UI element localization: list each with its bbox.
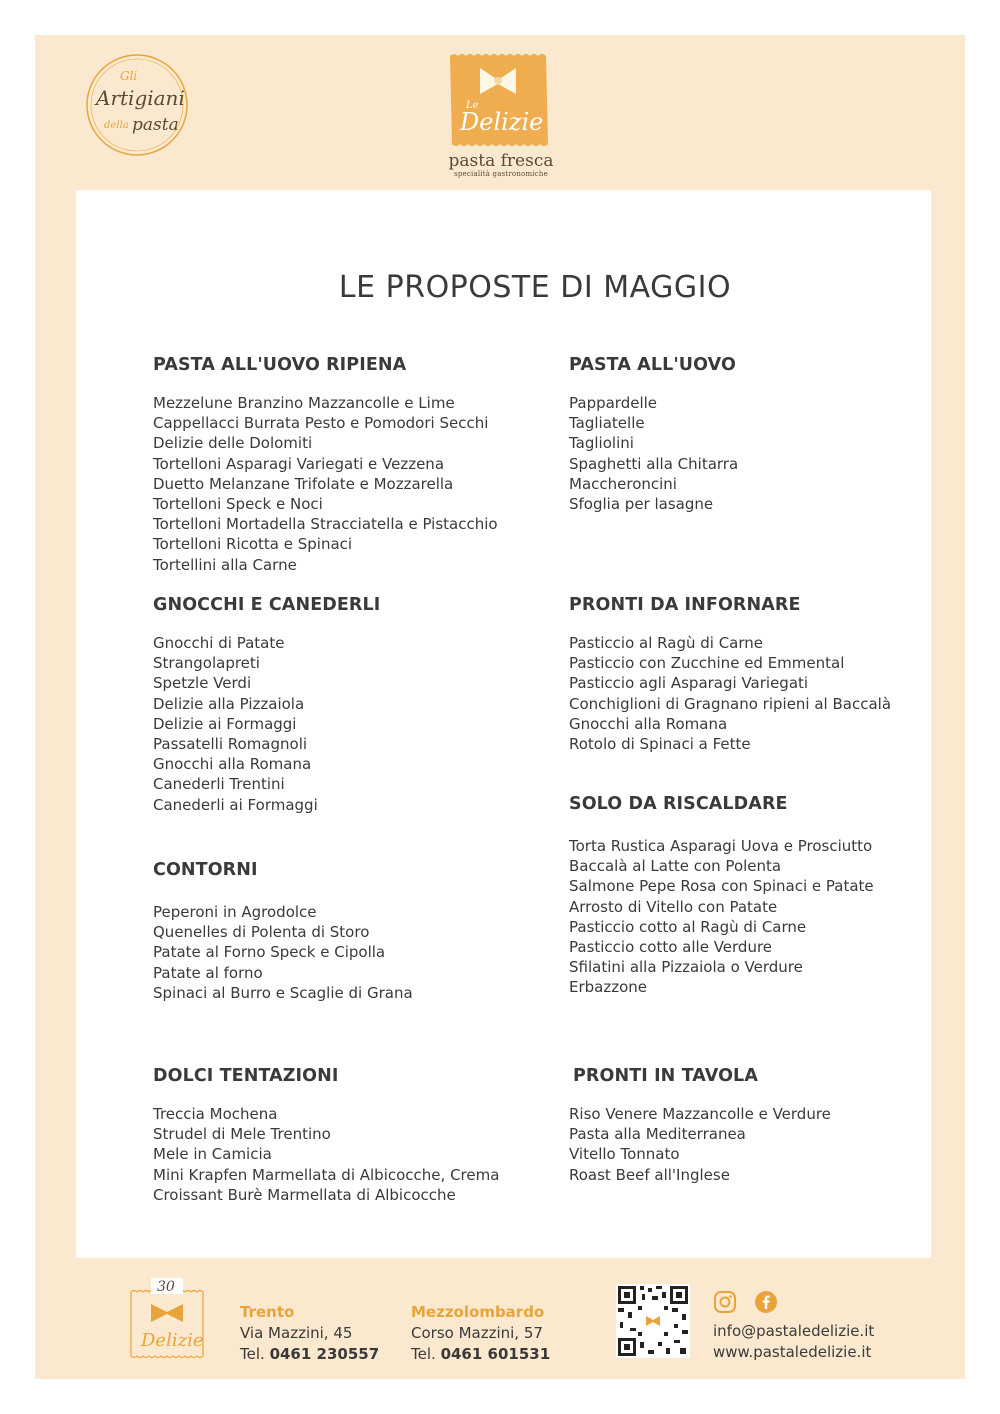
section-pasta-ripiena [153, 355, 498, 575]
menu-item: Pasticcio cotto al Ragù di Carne [569, 917, 807, 936]
phone-number: 0461 601531 [440, 1345, 551, 1363]
menu-item: Gnocchi alla Romana [153, 755, 312, 774]
menu-item: Duetto Melanzane Trifolate e Mozzarella [153, 474, 454, 493]
menu-item: Canederli ai Formaggi [153, 795, 318, 814]
facebook-icon[interactable] [754, 1290, 778, 1318]
menu-item: Delizie delle Dolomiti [153, 434, 313, 453]
shop-street: Via Mazzini, 45 [240, 1324, 353, 1342]
menu-item: Gnocchi di Patate [153, 634, 285, 652]
tagline-main: pasta fresca [448, 151, 554, 171]
menu-item: Quenelles di Polenta di Storo [153, 923, 370, 942]
item-list [569, 1104, 831, 1185]
item-list [153, 393, 498, 575]
menu-item: Erbazzone [569, 978, 648, 997]
section-contorni [153, 860, 413, 1003]
section-solo-riscaldare [569, 794, 874, 998]
le-delizie-logo [446, 50, 552, 150]
section-heading: PASTA ALL'UOVO RIPIENA [153, 355, 407, 375]
website-link[interactable]: www.pastaledelizie.it [713, 1343, 872, 1361]
svg-text:della: della [104, 120, 129, 131]
section-pronti-infornare [569, 595, 891, 754]
menu-item: Sfilatini alla Pizzaiola o Verdure [569, 958, 803, 977]
menu-item: Arrosto di Vitello con Patate [569, 897, 778, 916]
menu-item: Tagliolini [569, 434, 634, 453]
menu-item: Pappardelle [569, 394, 658, 412]
menu-item: Croissant Burè Marmellata di Albicocche [153, 1185, 456, 1204]
tagline-sub: specialità gastronomiche [454, 170, 548, 178]
item-list [569, 393, 738, 514]
shop-trento [240, 1302, 379, 1365]
menu-item: Tortelloni Ricotta e Spinaci [153, 535, 353, 554]
phone-label: Tel. [240, 1345, 265, 1363]
section-heading: PASTA ALL'UOVO [569, 355, 736, 375]
item-list [153, 633, 380, 815]
menu-item: Tortellini alla Carne [153, 555, 297, 574]
menu-item: Mini Krapfen Marmellata di Albicocche, Crema [153, 1165, 500, 1184]
menu-item: Canederli Trentini [153, 775, 285, 794]
menu-item: Tagliatelle [569, 414, 645, 433]
menu-item: Pasticcio cotto alle Verdure [569, 938, 773, 957]
menu-item: Treccia Mochena [153, 1105, 278, 1123]
menu-item: Patate al forno [153, 963, 263, 982]
menu-item: Salmone Pepe Rosa con Spinaci e Patate [569, 877, 874, 896]
menu-item: Baccalà al Latte con Polenta [569, 857, 782, 876]
contacts [713, 1321, 874, 1363]
menu-item: Pasticcio agli Asparagi Variegati [569, 674, 809, 693]
menu-item: Roast Beef all'Inglese [569, 1165, 730, 1184]
section-heading: CONTORNI [153, 860, 258, 880]
menu-item: Sfoglia per lasagne [569, 495, 714, 514]
menu-item: Conchiglioni di Gragnano ripieni al Baccalà [569, 694, 892, 713]
anniversary-logo [127, 1278, 207, 1360]
instagram-icon[interactable] [713, 1290, 737, 1318]
shop-street: Corso Mazzini, 57 [411, 1324, 543, 1342]
menu-item: Cappellacci Burrata Pesto e Pomodori Secchi [153, 414, 489, 433]
section-heading: GNOCCHI E CANEDERLI [153, 595, 381, 615]
item-list [153, 902, 413, 1003]
section-dolci-tentazioni [153, 1066, 499, 1205]
svg-text:Delizie: Delizie [460, 108, 544, 136]
menu-item: Strangolapreti [153, 654, 260, 673]
menu-item: Tortelloni Asparagi Variegati e Vezzena [153, 454, 445, 473]
menu-item: Patate al Forno Speck e Cipolla [153, 943, 386, 962]
section-heading: DOLCI TENTAZIONI [153, 1066, 339, 1086]
menu-item: Torta Rustica Asparagi Uova e Prosciutto [569, 837, 873, 855]
section-pasta-uovo [569, 355, 738, 514]
phone-number: 0461 230557 [269, 1345, 380, 1363]
menu-item: Pasticcio con Zucchine ed Emmental [569, 654, 845, 673]
menu-item: Spetzle Verdi [153, 674, 252, 693]
artigiani-badge-logo [82, 50, 192, 160]
section-heading: PRONTI IN TAVOLA [573, 1066, 758, 1086]
section-pronti-tavola [569, 1066, 831, 1185]
item-list [153, 1104, 499, 1205]
brand-tagline [436, 152, 566, 179]
menu-item: Pasticcio al Ragù di Carne [569, 634, 764, 652]
menu-item: Mezzelune Branzino Mazzancolle e Lime [153, 394, 455, 412]
shop-city: Mezzolombardo [411, 1303, 545, 1321]
menu-item: Strudel di Mele Trentino [153, 1125, 331, 1144]
menu-item: Peperoni in Agrodolce [153, 903, 317, 921]
shop-city: Trento [240, 1303, 295, 1321]
menu-item: Spinaci al Burro e Scaglie di Grana [153, 983, 413, 1002]
menu-item: Delizie alla Pizzaiola [153, 694, 305, 713]
item-list [569, 836, 874, 998]
svg-text:Artigiani: Artigiani [96, 86, 185, 110]
menu-item: Maccheroncini [569, 474, 677, 493]
shop-mezzolombardo [411, 1302, 550, 1365]
menu-item: Rotolo di Spinaci a Fette [569, 735, 751, 754]
section-heading: PRONTI DA INFORNARE [569, 595, 801, 615]
menu-item: Spaghetti alla Chitarra [569, 454, 739, 473]
phone-label: Tel. [411, 1345, 436, 1363]
menu-item: Mele in Camicia [153, 1145, 272, 1164]
menu-item: Pasta alla Mediterranea [569, 1125, 746, 1144]
shop-phone [411, 1344, 550, 1365]
social-icons [713, 1290, 790, 1318]
qr-code[interactable] [616, 1284, 690, 1358]
svg-text:Gli: Gli [120, 69, 138, 83]
anniversary-number: 30 [157, 1279, 175, 1295]
email-link[interactable]: info@pastaledelizie.it [713, 1322, 875, 1340]
menu-item: Tortelloni Speck e Noci [153, 495, 323, 514]
section-heading: SOLO DA RISCALDARE [569, 794, 788, 814]
menu-item: Tortelloni Mortadella Stracciatella e Pistacchio [153, 515, 498, 534]
section-gnocchi-canederli [153, 595, 380, 815]
menu-item: Vitello Tonnato [569, 1145, 680, 1164]
menu-item: Delizie ai Formaggi [153, 714, 297, 733]
menu-item: Riso Venere Mazzancolle e Verdure [569, 1105, 831, 1123]
menu-item: Gnocchi alla Romana [569, 714, 728, 733]
svg-text:Le: Le [466, 100, 479, 111]
shop-phone [240, 1344, 379, 1365]
svg-text:pasta: pasta [132, 115, 179, 135]
page-title: LE PROPOSTE DI MAGGIO [338, 270, 732, 305]
svg-text:Delizie: Delizie [141, 1330, 204, 1351]
menu-item: Passatelli Romagnoli [153, 735, 308, 754]
item-list [569, 633, 891, 754]
